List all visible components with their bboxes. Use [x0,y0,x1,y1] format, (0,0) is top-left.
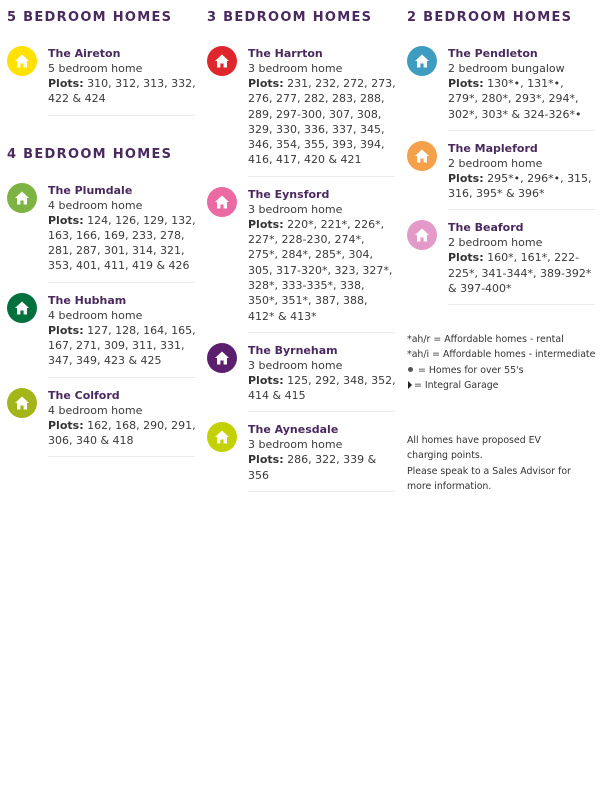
home-colford[interactable] [7,388,197,449]
home-eynsford[interactable] [207,187,397,324]
section-title-4-bedroom: 4 BEDROOM HOMES [7,146,173,162]
plots-list: 310, 312, 313, 332, 422 & 424 [48,77,196,106]
home-name: The Byrneham [248,343,338,357]
home-type: 4 bedroom home [48,198,143,212]
house-icon [7,183,37,213]
plots-list: 125, 292, 348, 352, 414 & 415 [248,373,396,403]
divider [248,411,395,412]
plots-label: Plots: [48,418,84,432]
home-plots [248,76,397,168]
home-plots [48,213,197,274]
home-type: 4 bedroom home [48,403,143,417]
home-name: The Colford [48,388,120,402]
home-aynesdale[interactable] [207,422,397,483]
house-icon [7,388,37,418]
home-type: 5 bedroom home [48,62,143,75]
plots-list: 127, 128, 164, 165, 167, 271, 309, 311, 331, 347, 349, 423 & 425 [48,323,196,368]
plots-label: Plots: [448,171,484,185]
plots-list: 286, 322, 339 & 356 [248,453,377,482]
legend-intermediate: *ah/i = Affordable homes - intermediate [407,349,596,361]
legend-garage [407,378,597,393]
house-icon [7,293,37,323]
plots-list: 231, 232, 272, 273, 276, 277, 282, 283, 288, 289, 297-300, 307, 308, 329, 330, 336, 337, 345, 346, 354, 355, 393, 394, 416, 417, 420 & 421 [248,77,396,167]
home-type: 3 bedroom home [248,202,343,216]
divider [48,282,195,283]
home-type: 3 bedroom home [248,62,343,75]
note-advisor: Please speak to a Sales Advisor for more information. [407,465,571,492]
section-title-3-bedroom: 3 BEDROOM HOMES [207,10,373,25]
divider [48,456,195,457]
legend-over55 [407,363,597,378]
plots-list: 162, 168, 290, 291, 306, 340 & 418 [48,418,196,447]
section-title-2-bedroom: 2 BEDROOM HOMES [407,10,573,25]
house-icon [207,187,237,217]
dot-icon [408,367,413,372]
column-right [407,0,597,305]
plots-list: 220*, 221*, 226*, 227*, 228-230, 274*, 275*, 284*, 285*, 304, 305, 317-320*, 323, 327*, 328*, 333-335*, 338, 350*, 351*, 387, 388, 412* & 413* [248,217,393,323]
plots-label: Plots: [248,217,284,231]
home-plots [48,76,197,107]
legend-over55-text: = Homes for over 55's [417,364,524,376]
home-type: 2 bedroom home [448,156,543,170]
house-icon [207,422,237,452]
home-plots [48,418,197,449]
column-middle [207,0,397,492]
legend [407,332,597,393]
home-name: The Mapleford [448,141,538,155]
divider [248,491,395,492]
legend-garage-text: = Integral Garage [414,379,499,391]
plots-list: 160*, 161*, 222-225*, 341-344*, 389-392* & 397-400* [448,251,592,296]
home-type: 3 bedroom home [248,358,343,372]
plots-label: Plots: [48,323,84,337]
home-name: The Aynesdale [248,423,339,437]
home-hubham[interactable] [7,293,197,369]
divider [48,115,195,116]
notes [407,433,597,494]
plots-list: 295*•, 296*•, 315, 316, 395* & 396* [448,171,592,201]
home-mapleford[interactable] [407,141,597,202]
home-plots [448,171,597,202]
plots-label: Plots: [448,77,484,90]
home-type: 2 bedroom bungalow [448,62,565,75]
divider [248,176,395,177]
divider [448,304,595,305]
divider [48,377,195,378]
home-name: The Hubham [48,293,127,307]
home-type: 4 bedroom home [48,308,143,322]
plots-label: Plots: [448,251,484,265]
plots-list: 130*•, 131*•, 279*, 280*, 293*, 294*, 302*, 303* & 324-326*• [448,77,582,121]
house-icon [407,220,437,250]
plots-label: Plots: [248,373,284,387]
divider [248,332,395,333]
plots-label: Plots: [248,77,284,90]
home-plots [448,250,597,296]
house-icon [407,46,437,76]
home-name: The Plumdale [48,183,133,197]
home-aireton[interactable] [7,46,197,107]
divider [448,130,595,131]
house-icon [207,343,237,373]
home-plots [248,452,397,483]
home-plots [48,323,197,369]
home-name: The Harrton [248,47,323,60]
home-name: The Aireton [48,47,121,60]
home-name: The Eynsford [248,187,330,201]
triangle-icon [408,381,412,389]
house-icon [207,46,237,76]
home-byrneham[interactable] [207,343,397,404]
plots-list: 124, 126, 129, 132, 163, 166, 169, 233, 278, 281, 287, 301, 314, 321, 353, 401, 411, 419 & 426 [48,213,196,273]
home-name: The Beaford [448,221,524,235]
divider [448,209,595,210]
legend-rental: *ah/r = Affordable homes - rental [407,334,564,345]
house-icon [7,46,37,76]
home-plumdale[interactable] [7,183,197,274]
plots-label: Plots: [48,77,84,90]
note-ev: All homes have proposed EV charging points. [407,435,541,462]
plots-label: Plots: [48,213,84,227]
home-type: 2 bedroom home [448,236,543,250]
home-harrton[interactable] [207,46,397,168]
house-icon [407,141,437,171]
section-title-5-bedroom: 5 BEDROOM HOMES [7,10,173,25]
home-plots [448,76,597,122]
home-pendleton[interactable] [407,46,597,122]
plots-label: Plots: [248,453,284,467]
column-left [7,0,197,457]
home-type: 3 bedroom home [248,438,343,452]
home-plots [248,373,397,404]
home-plots [248,217,397,324]
home-name: The Pendleton [448,47,538,60]
home-beaford[interactable] [407,220,597,296]
